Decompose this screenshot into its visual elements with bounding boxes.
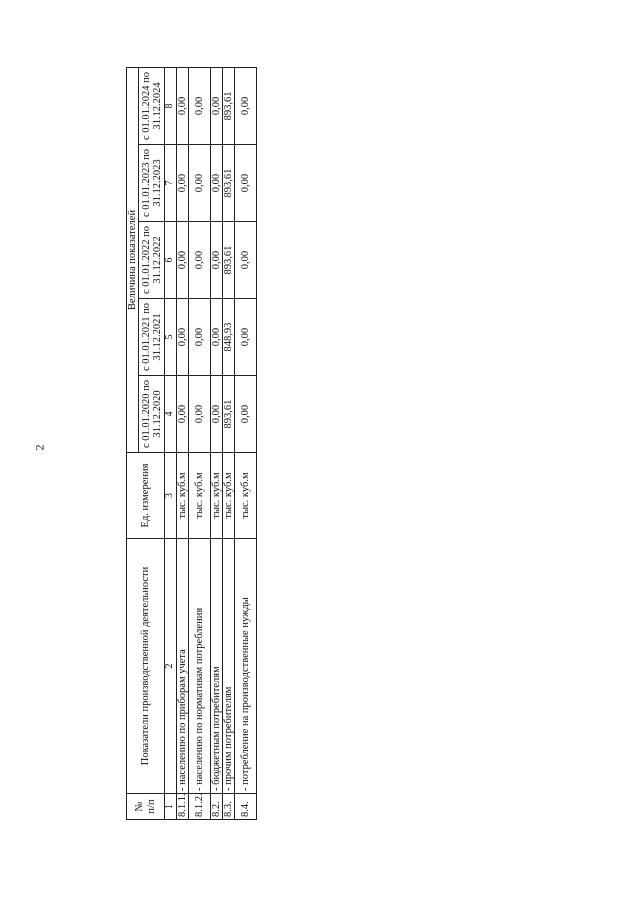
row-value: 0,00 [176,222,188,299]
row-indicator: - населению по нормативам потребления [188,539,210,794]
header-period: с 01.01.2020 по 31.12.2020 [139,376,165,453]
header-period: с 01.01.2024 по 31.12.2024 [139,67,165,144]
row-value: 0,00 [210,145,222,222]
row-value: 893,61 [222,376,234,453]
table-row [222,67,234,819]
table-row [176,67,188,819]
row-unit: тыс. куб.м [222,453,234,539]
row-value: 893,61 [222,145,234,222]
index-cell: 2 [165,539,177,794]
table-row [188,67,210,819]
row-value: 0,00 [176,67,188,144]
header-period: с 01.01.2021 по 31.12.2021 [139,299,165,376]
row-number: 8.2. [210,794,222,820]
row-value: 0,00 [234,222,256,299]
row-unit: тыс. куб.м [188,453,210,539]
index-cell: 4 [165,376,177,453]
header-row [127,67,139,819]
row-value: 0,00 [188,222,210,299]
row-value: 0,00 [188,299,210,376]
row-unit: тыс. куб.м [210,453,222,539]
header-num: № п/п [127,794,165,820]
table-row [210,67,222,819]
row-value: 0,00 [234,145,256,222]
row-value: 0,00 [210,222,222,299]
row-value: 0,00 [210,376,222,453]
row-number: 8.3. [222,794,234,820]
row-value: 893,61 [222,222,234,299]
index-cell: 5 [165,299,177,376]
row-value: 0,00 [188,145,210,222]
row-value: 0,00 [188,376,210,453]
row-unit: тыс. куб.м [176,453,188,539]
header-period: с 01.01.2023 по 31.12.2023 [139,145,165,222]
row-value: 0,00 [176,376,188,453]
row-number: 8.1.1. [176,794,188,820]
row-value: 0,00 [234,67,256,144]
row-indicator: - прочим потребителям [222,539,234,794]
indicators-table [126,67,257,820]
index-cell: 3 [165,453,177,539]
row-indicator: - бюджетным потребителям [210,539,222,794]
row-value: 0,00 [234,376,256,453]
row-value: 0,00 [210,299,222,376]
header-period: с 01.01.2022 по 31.12.2022 [139,222,165,299]
index-cell: 8 [165,67,177,144]
index-cell: 6 [165,222,177,299]
row-value: 848,93 [222,299,234,376]
header-unit: Ед. измерения [127,453,165,539]
row-number: 8.4. [234,794,256,820]
index-cell: 1 [165,794,177,820]
row-value: 893,61 [222,67,234,144]
row-value: 0,00 [234,299,256,376]
rotated-table-container [126,68,251,820]
row-value: 0,00 [188,67,210,144]
index-cell: 7 [165,145,177,222]
row-indicator: - потребление на производственные нужды [234,539,256,794]
row-value: 0,00 [176,299,188,376]
header-indicator: Показатели производственной деятельности [127,539,165,794]
table-row [234,67,256,819]
row-value: 0,00 [176,145,188,222]
row-number: 8.1.2. [188,794,210,820]
header-values-group: Величина показателей [127,67,139,452]
page-number: 2 [32,444,47,451]
row-unit: тыс. куб.м [234,453,256,539]
row-indicator: - населению по приборам учета [176,539,188,794]
index-row [165,67,177,819]
row-value: 0,00 [210,67,222,144]
